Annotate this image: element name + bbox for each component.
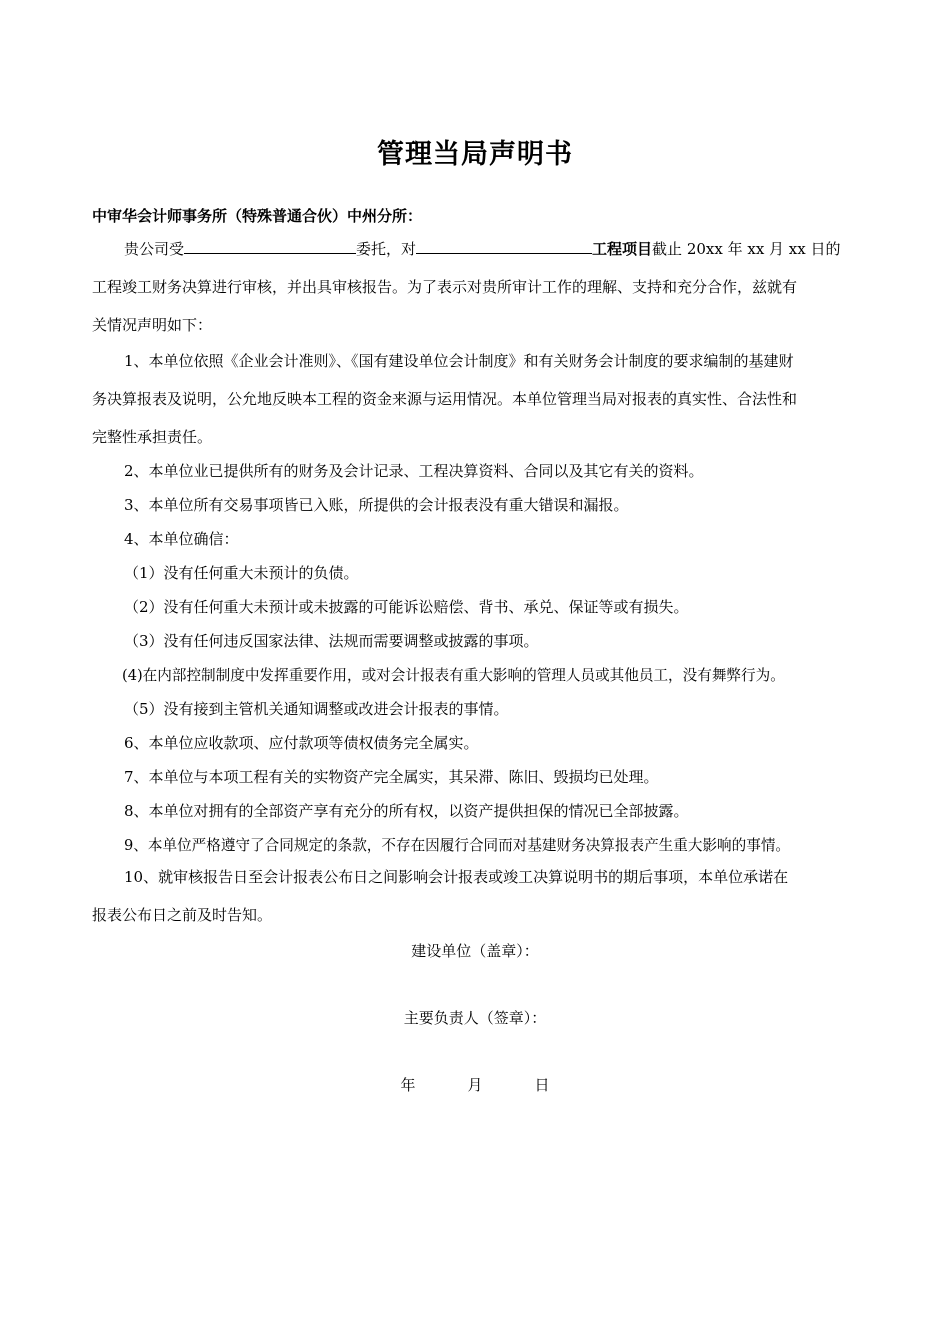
signature-leader: 主要负责人（签章）： xyxy=(403,1009,547,1027)
item-8: 8、本单位对拥有的全部资产享有充分的所有权，以资产提供担保的情况已全部披露。 xyxy=(124,802,689,820)
item-6: 6、本单位应收款项、应付款项等债权债务完全属实。 xyxy=(124,734,479,752)
item-1-line-1: 1、本单位依照《企业会计准则》、《国有建设单位会计制度》和有关财务会计制度的要求编制的基建财 xyxy=(124,352,794,370)
item-7: 7、本单位与本项工程有关的实物资产完全属实，其呆滞、陈旧、毁损均已处理。 xyxy=(124,768,659,786)
intro-text-2: 委托，对 xyxy=(356,240,417,258)
sub-item-1: （1）没有任何重大未预计的负债。 xyxy=(124,564,359,582)
sub-item-5: （5）没有接到主管机关通知调整或改进会计报表的事情。 xyxy=(124,700,509,718)
signature-unit: 建设单位（盖章）： xyxy=(411,942,539,960)
project-blank xyxy=(416,239,592,254)
intro-line-1 xyxy=(124,238,884,259)
item-3: 3、本单位所有交易事项皆已入账，所提供的会计报表没有重大错误和漏报。 xyxy=(124,496,629,514)
addressee: 中审华会计师事务所（特殊普通合伙）中州分所： xyxy=(92,207,423,225)
date-month: 月 xyxy=(467,1076,483,1094)
client-blank xyxy=(184,239,356,254)
sub-item-4: (4)在内部控制制度中发挥重要作用，或对会计报表有重大影响的管理人员或其他员工，没有舞弊行为。 xyxy=(122,667,785,684)
signature-date xyxy=(0,1074,950,1095)
item-1-line-3: 完整性承担责任。 xyxy=(92,428,213,446)
item-1-line-2: 务决算报表及说明，公允地反映本工程的资金来源与运用情况。本单位管理当局对报表的真实性、合法性和 xyxy=(92,390,798,408)
intro-date-text: 截止 20xx 年 xx 月 xx 日的 xyxy=(652,240,841,258)
item-9: 9、本单位严格遵守了合同规定的条款，不存在因履行合同而对基建财务决算报表产生重大影响的事情。 xyxy=(124,837,791,854)
intro-text-1: 贵公司受 xyxy=(124,240,185,258)
page-title: 管理当局声明书 xyxy=(377,139,573,170)
item-10-line-2: 报表公布日之前及时告知。 xyxy=(92,906,273,924)
item-2: 2、本单位业已提供所有的财务及会计记录、工程决算资料、合同以及其它有关的资料。 xyxy=(124,462,704,480)
sub-item-2: （2）没有任何重大未预计或未披露的可能诉讼赔偿、背书、承兑、保证等或有损失。 xyxy=(124,598,689,616)
item-10-line-1: 10、就审核报告日至会计报表公布日之间影响会计报表或竣工决算说明书的期后事项，本单位承诺在 xyxy=(124,868,789,886)
intro-line-3: 关情况声明如下： xyxy=(92,316,213,334)
intro-line-2: 工程竣工财务决算进行审核，并出具审核报告。为了表示对贵所审计工作的理解、支持和充分合作，兹就有 xyxy=(92,278,798,296)
intro-project-label: 工程项目 xyxy=(592,240,653,258)
item-4: 4、本单位确信： xyxy=(124,530,239,548)
date-year: 年 xyxy=(400,1076,416,1094)
sub-item-3: （3）没有任何违反国家法律、法规而需要调整或披露的事项。 xyxy=(124,632,539,650)
date-day: 日 xyxy=(534,1076,550,1094)
